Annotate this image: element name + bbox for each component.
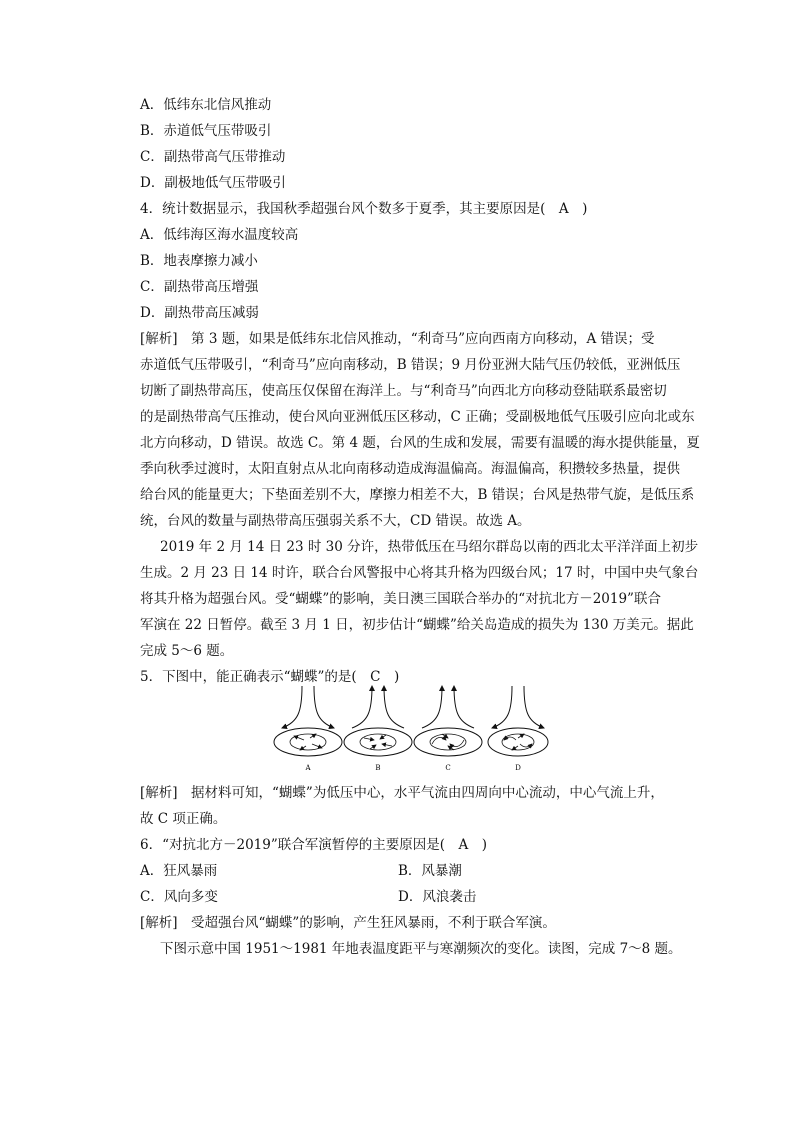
analysis-3-4-line-6: 季向秋季过渡时，太阳直射点从北向南移动造成海温偏高。海温偏高，积攒较多热量，提供 [140,461,680,477]
q4-option-b: B．地表摩擦力减小 [140,253,258,269]
analysis-3-4-line-7: 给台风的能量更大；下垫面差别不大，摩擦力相差不大，B 错误；台风是热带气旋，是低压系 [140,487,695,503]
q6-option-a: A．狂风暴雨 [140,863,218,879]
material-line-4: 军演在 22 日暂停。截至 3 月 1 日，初步估计“蝴蝶”给关岛造成的损失为 130 万美元。据此 [140,617,694,633]
analysis-3-4-line-4: 的是副热带高气压推动，使台风向亚洲低压区移动，C 正确；受副极地低气压吸引应向北或东 [140,409,695,425]
analysis-3-4-line-5: 北方向移动，D 错误。故选 C。第 4 题，台风的生成和发展，需要有温暖的海水提供能量，夏 [140,435,700,451]
material-line-1: 2019 年 2 月 14 日 23 时 30 分许，热带低压在马绍尔群岛以南的西北太平洋洋面上初步 [160,539,699,555]
q6-stem: 6．“对抗北方－2019”联合军演暂停的主要原因是( A ) [140,837,488,853]
q3-option-a: A．低纬东北信风推动 [140,97,272,113]
q5-figure [272,682,550,774]
diagram-a [274,686,342,756]
analysis-3-4-line-1: [解析] 第 3 题，如果是低纬东北信风推动，“利奇马”应向西南方向移动，A 错误；受 [140,331,655,347]
q6-option-d: D．风浪袭击 [398,889,477,905]
analysis-5-line-2: 故 C 项正确。 [140,811,227,827]
analysis-5-line-1: [解析] 据材料可知，“蝴蝶”为低压中心，水平气流由四周向中心流动，中心气流上升， [140,785,664,801]
q3-option-d: D．副极地低气压带吸引 [140,175,286,191]
analysis-6: [解析] 受超强台风“蝴蝶”的影响，产生狂风暴雨，不利于联合军演。 [140,915,556,931]
material-line-3: 将其升格为超强台风。受“蝴蝶”的影响，美日澳三国联合举办的“对抗北方－2019”联合 [140,591,661,607]
diagram-d [488,686,548,756]
material-line-5: 完成 5～6 题。 [140,643,234,659]
analysis-3-4-line-2: 赤道低气压带吸引，“利奇马”应向南移动，B 错误；9 月份亚洲大陆气压仍较低，亚洲低压 [140,357,681,373]
diagram-b [344,686,412,756]
figure-label-d: D [515,764,521,772]
intro-7-8: 下图示意中国 1951～1981 年地表温度距平与寒潮频次的变化。读图，完成 7～8 题。 [160,941,682,957]
figure-label-c: C [445,764,451,772]
q4-option-a: A．低纬海区海水温度较高 [140,227,299,243]
figure-label-b: B [375,764,381,772]
material-line-2: 生成。2 月 23 日 14 时许，联合台风警报中心将其升格为四级台风；17 时，中国中央气象台 [140,565,699,581]
q4-option-c: C．副热带高压增强 [140,279,259,295]
q6-option-b: B．风暴潮 [398,863,462,879]
q4-option-d: D．副热带高压减弱 [140,305,259,321]
figure-label-a: A [305,764,311,772]
q3-option-b: B．赤道低气压带吸引 [140,123,272,139]
q4-stem: 4．统计数据显示，我国秋季超强台风个数多于夏季，其主要原因是( A ) [140,201,588,217]
analysis-3-4-line-8: 统，台风的数量与副热带高压强弱关系不大，CD 错误。故选 A。 [140,513,531,529]
q5-stem: 5．下图中，能正确表示“蝴蝶”的是( C ) [140,669,400,685]
analysis-3-4-line-3: 切断了副热带高压，使高压仅保留在海洋上。与“利奇马”向西北方向移动登陆联系最密切 [140,383,667,399]
q3-option-c: C．副热带高气压带推动 [140,149,286,165]
q6-option-c: C．风向多变 [140,889,218,905]
diagram-c [414,686,482,756]
